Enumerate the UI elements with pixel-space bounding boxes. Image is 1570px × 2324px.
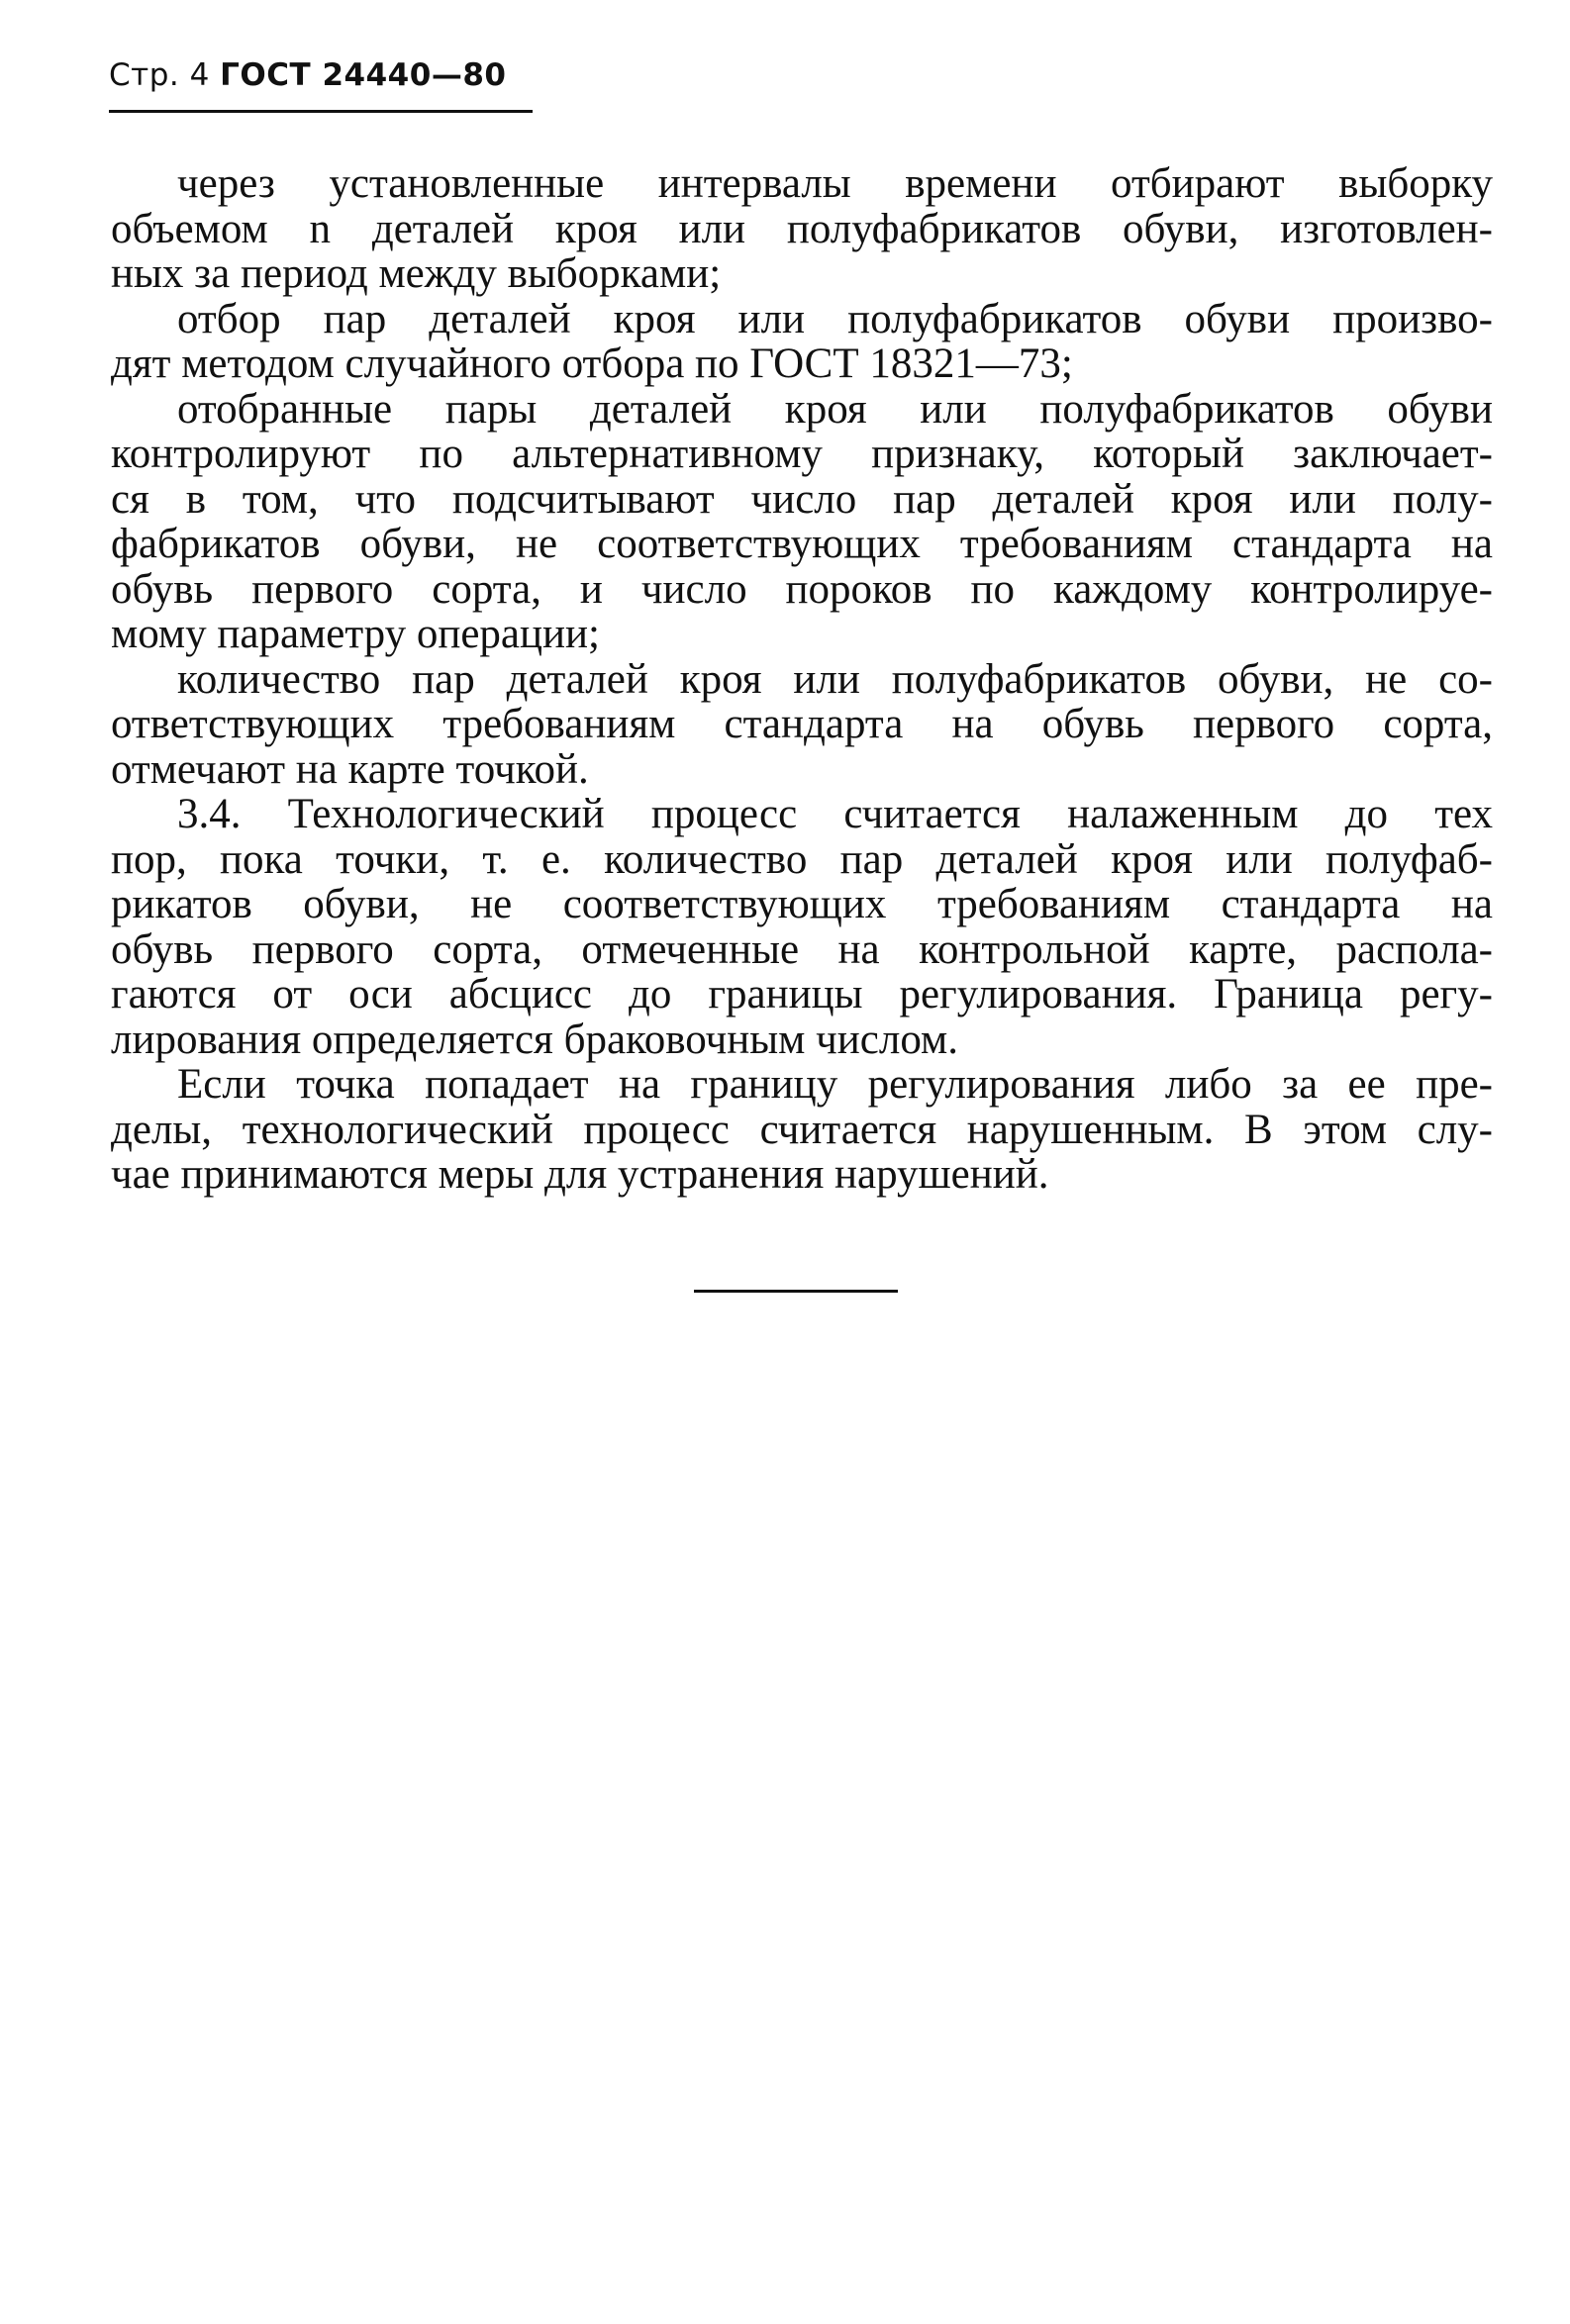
text-line: количество пар деталей кроя или полуфабрикатов обуви, не со-: [177, 655, 1493, 703]
paragraph-process-violation: [111, 1062, 1493, 1198]
text-line: обувь первого сорта, отмеченные на контрольной карте, распола-: [111, 925, 1493, 973]
body-text: [111, 161, 1493, 1198]
text-line: объемом n деталей кроя или полуфабрикатов обуви, изготовлен-: [111, 205, 1493, 252]
text-line: лирования определяется браковочным числом.: [111, 1016, 958, 1063]
text-line: делы, технологический процесс считается нарушенным. В этом слу-: [111, 1106, 1493, 1153]
text-line: рикатов обуви, не соответствующих требованиям стандарта на: [111, 881, 1493, 927]
text-line: мому параметру операции;: [111, 611, 600, 657]
text-line: пор, пока точки, т. е. количество пар деталей кроя или полуфаб-: [111, 835, 1493, 883]
text-line: ся в том, что подсчитывают число пар деталей кроя или полу-: [111, 475, 1493, 523]
paragraph-mark-on-chart: [111, 657, 1493, 793]
text-line: через установленные интервалы времени отбирают выборку: [177, 160, 1493, 207]
header-rule: [109, 110, 533, 113]
paragraph-alternative-control: [111, 387, 1493, 657]
standard-number: ГОСТ 24440—80: [220, 57, 507, 93]
text-line: Если точка попадает на границу регулирования либо за ее пре-: [177, 1061, 1493, 1108]
text-line: чае принимаются меры для устранения нарушений.: [111, 1151, 1049, 1198]
paragraph-section-3-4: [111, 792, 1493, 1062]
running-head: [109, 57, 506, 93]
text-line: обувь первого сорта, и число пороков по каждому контролируе-: [111, 565, 1493, 613]
text-line: отобранные пары деталей кроя или полуфабрикатов обуви: [177, 385, 1493, 433]
text-line: дят методом случайного отбора по ГОСТ 18321—73;: [111, 340, 1073, 387]
text-line: гаются от оси абсцисс до границы регулирования. Граница регу-: [111, 971, 1493, 1017]
text-line: ных за период между выборками;: [111, 250, 722, 297]
page-label: Стр. 4: [109, 57, 210, 93]
paragraph-random-selection: [111, 297, 1493, 387]
text-line: ответствующих требованиям стандарта на обувь первого сорта,: [111, 701, 1493, 747]
text-line: отмечают на карте точкой.: [111, 745, 589, 793]
end-rule: [694, 1290, 898, 1293]
text-line: отбор пар деталей кроя или полуфабрикатов обуви произво-: [177, 295, 1493, 342]
text-line: фабрикатов обуви, не соответствующих требованиям стандарта на: [111, 521, 1493, 567]
text-line: 3.4. Технологический процесс считается налаженным до тех: [177, 791, 1493, 837]
paragraph-sampling-interval: [111, 161, 1493, 297]
text-line: контролируют по альтернативному признаку, который заключает-: [111, 431, 1493, 477]
